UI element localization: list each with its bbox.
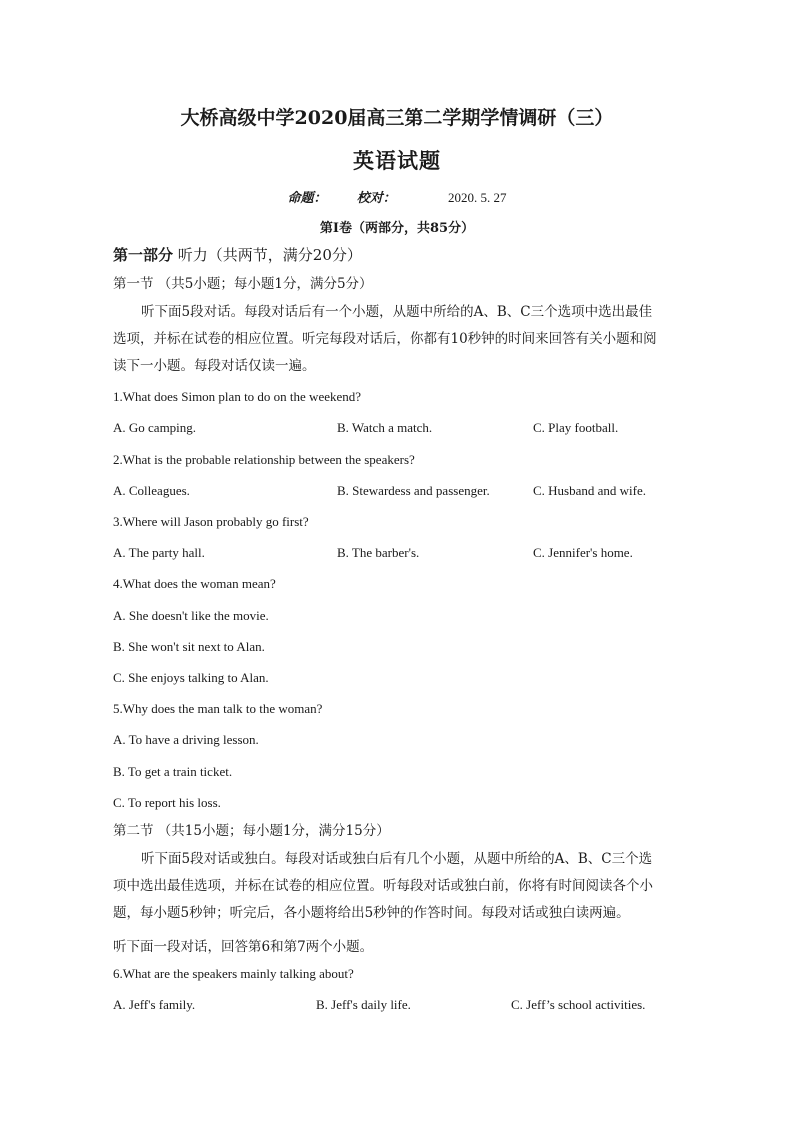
section2-instruction-line: 项中选出最佳选项，并标在试卷的相应位置。听每段对话或独白前，你将有时间阅读各个小 xyxy=(113,878,653,894)
option-a: A. She doesn't like the movie. xyxy=(113,608,269,623)
question-stem: 4.What does the woman mean? xyxy=(113,576,276,591)
option-c: C. To report his loss. xyxy=(113,795,221,810)
option-b: B. Stewardess and passenger. xyxy=(337,483,490,498)
part1-title-bold: 第一部分 xyxy=(113,246,174,264)
option-a: A. The party hall. xyxy=(113,545,205,560)
section1-instruction-line: 听下面5段对话。每段对话后有一个小题，从题中所给的A、B、C三个选项中选出最佳 xyxy=(141,304,653,320)
option-c: C. Play football. xyxy=(533,420,619,435)
reviewer-label: 校对： xyxy=(356,191,396,206)
volume-title: 第I卷（两部分，共85分） xyxy=(319,221,475,236)
option-b: B. Watch a match. xyxy=(337,420,433,435)
exam-title: 大桥高级中学2020届高三第二学期学情调研（三） xyxy=(180,107,614,129)
question-stem: 3.Where will Jason probably go first? xyxy=(113,514,309,529)
exam-meta xyxy=(0,187,794,206)
question-stem: 5.Why does the man talk to the woman? xyxy=(113,701,323,716)
option-a: A. To have a driving lesson. xyxy=(113,732,259,747)
option-c: C. Jeff’s school activities. xyxy=(511,997,646,1012)
section1-instruction-line: 选项，并标在试卷的相应位置。听完每段对话后，你都有10秒钟的时间来回答有关小题和阅 xyxy=(113,331,657,347)
option-a: A. Colleagues. xyxy=(113,483,190,498)
section2-lead: 听下面一段对话，回答第6和第7两个小题。 xyxy=(113,939,374,955)
section2-instruction-line: 听下面5段对话或独白。每段对话或独白后有几个小题，从题中所给的A、B、C三个选 xyxy=(141,851,653,867)
option-c: C. Jennifer's home. xyxy=(533,545,633,560)
question-stem: 1.What does Simon plan to do on the weekend? xyxy=(113,389,362,404)
option-c: C. Husband and wife. xyxy=(533,483,647,498)
part1-title-rest: 听力（共两节，满分20分） xyxy=(177,246,362,264)
option-a: A. Jeff's family. xyxy=(113,997,196,1012)
section2-instruction-line: 题，每小题5秒钟；听完后，各小题将给出5秒钟的作答时间。每段对话或独白读两遍。 xyxy=(113,905,630,921)
option-b: B. She won't sit next to Alan. xyxy=(113,639,265,654)
section1-instruction-line: 读下一小题。每段对话仅读一遍。 xyxy=(113,358,316,374)
option-b: B. To get a train ticket. xyxy=(113,764,233,779)
exam-subtitle: 英语试题 xyxy=(353,148,441,173)
section2-title: 第二节 （共15小题；每小题1分，满分15分） xyxy=(113,823,390,839)
part1-title xyxy=(113,244,362,265)
option-c: C. She enjoys talking to Alan. xyxy=(113,670,269,685)
option-a: A. Go camping. xyxy=(113,420,197,435)
author-label: 命题： xyxy=(287,191,327,206)
exam-date: 2020. 5. 27 xyxy=(448,190,507,205)
section1-title: 第一节 （共5小题；每小题1分，满分5分） xyxy=(113,276,373,292)
option-b: B. Jeff's daily life. xyxy=(316,997,411,1012)
question-stem: 6.What are the speakers mainly talking about? xyxy=(113,966,354,981)
question-stem: 2.What is the probable relationship between the speakers? xyxy=(113,452,415,467)
option-b: B. The barber's. xyxy=(337,545,420,560)
